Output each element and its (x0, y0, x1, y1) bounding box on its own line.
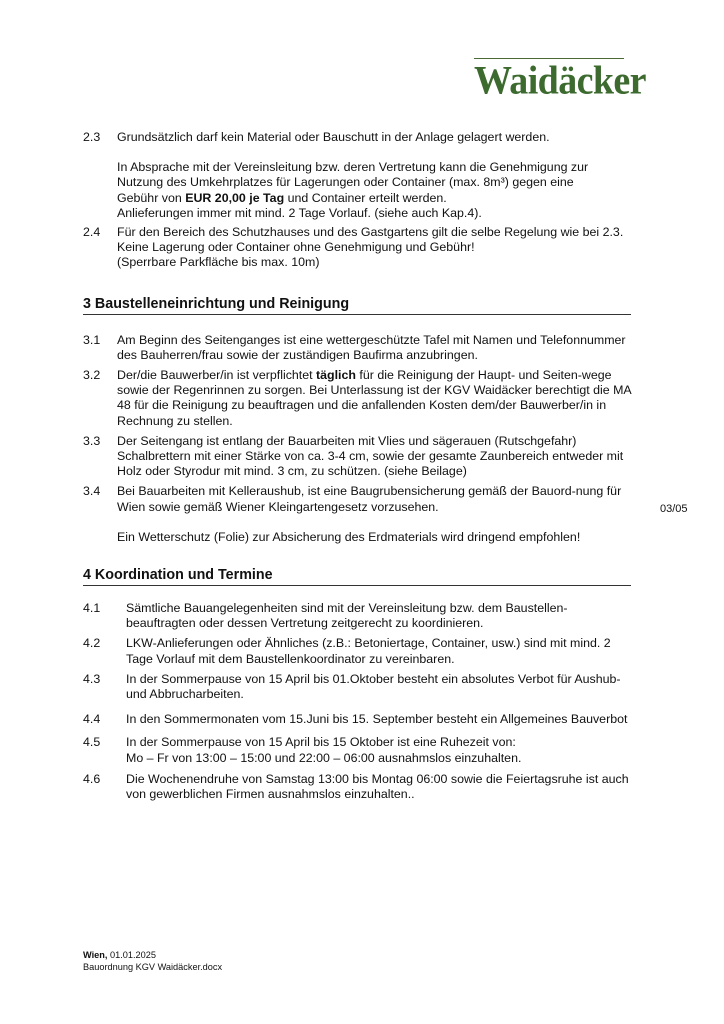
footer-place: Wien, (83, 950, 108, 960)
clause-number: 2.3 (83, 130, 101, 144)
clause-3-4 (83, 484, 631, 514)
clause-number: 2.4 (83, 225, 101, 240)
footer-filename: Bauordnung KGV Waidäcker.docx (83, 961, 223, 972)
clause-number: 3.1 (83, 332, 101, 347)
clause-text (126, 735, 631, 765)
clause-text-line: In der Sommerpause von 15 April bis 15 Oktober ist eine Ruhezeit von: (126, 735, 516, 750)
clause-3-3 (83, 434, 631, 480)
clause-number: 4.6 (83, 771, 101, 786)
clause-number: 4.1 (83, 601, 101, 616)
clause-text: Am Beginn des Seitenganges ist eine wettergeschützte Tafel mit Namen und Telefonnummer des Bauherren/frau sowie der zuständigen Baufirma anzubringen. (117, 332, 626, 362)
clause-text: LKW-Anlieferungen oder Ähnliches (z.B.: Betoniertage, Container, usw.) sind mit mind. 2 Tage Vorlauf mit dem Baustellenkoordinator zu vereinbaren. (126, 636, 611, 666)
clause-4-1 (83, 601, 631, 631)
clause-text: Sämtliche Bauangelegenheiten sind mit der Vereinsleitung bzw. dem Baustellen-beauftragten oder dessen Vertretung zeitgerecht zu koordinieren. (126, 601, 568, 631)
clause-text: In den Sommermonaten vom 15.Juni bis 15. September besteht ein Allgemeines Bauverbot (126, 712, 628, 727)
clause-text: und Container erteilt werden. (284, 190, 447, 205)
clause-number: 4.2 (83, 636, 101, 651)
clause-number: 4.4 (83, 712, 101, 727)
page-number: 03/05 (660, 503, 688, 515)
emphasis: täglich (316, 368, 356, 383)
clause-text-line: (Sperrbare Parkfläche bis max. 10m) (117, 255, 320, 270)
clause-text: In der Sommerpause von 15 April bis 01.Oktober besteht ein absolutes Verbot für Aushub- und Abbrucharbeiten. (126, 671, 621, 702)
footer-date: 01.01.2025 (107, 950, 156, 960)
clause-4-5 (83, 735, 631, 765)
clause-text: Der Seitengang ist entlang der Bauarbeiten mit Vlies und sägerauen (Rutschgefahr) Schalbrettern mit einer Stärke von ca. 3-4 cm, sowie der gesamte Zaunbereich entweder mit Holz oder Styrodur mit mind. 3 cm, zu schützen. (siehe Beilage) (117, 433, 624, 479)
clause-text: Anlieferungen immer mit mind. 2 Tage Vorlauf. (siehe auch Kap.4). (117, 205, 482, 220)
clause-text: Bei Bauarbeiten mit Kelleraushub, ist eine Baugrubensicherung gemäß der Bauord-nung für Wien sowie gemäß Wiener Kleingartengesetz vorzusehen. (117, 484, 622, 514)
clause-2-4 (83, 225, 631, 271)
clause-3-4-paragraph: Ein Wetterschutz (Folie) zur Absicherung des Erdmaterials wird dringend empfohlen! (117, 529, 581, 544)
fee-amount: EUR 20,00 je Tag (185, 190, 285, 205)
clause-number: 3.3 (83, 433, 101, 448)
clause-3-2 (83, 368, 631, 429)
clause-number: 3.2 (83, 368, 101, 383)
clause-text: In Absprache mit der Vereinsleitung bzw. deren Vertretung kann die Genehmigung zur Nutzung des Umkehrplatzes für Lagerungen oder Container (max. 8m³) gegen eine Gebühr von (117, 160, 589, 205)
document-body (83, 130, 631, 805)
clause-text-line: Für den Bereich des Schutzhauses und des Gastgartens gilt die selbe Regelung wie bei 2.3. Keine Lagerung oder Container ohne Genehmigung und Gebühr! (117, 225, 624, 255)
clause-text-part: für die Reinigung der Haupt- und Seiten-wege sowie der Regenrinnen zu sorgen. Bei Unterlassung ist der KGV Waidäcker berechtigt die MA 48 für die Reinigung zu beauftragen und die anfallenden Kosten dem/der Bauwerber/in in Rechnung zu stellen. (117, 368, 632, 428)
clause-number: 4.5 (83, 735, 101, 750)
logo (474, 58, 646, 104)
section-heading-4: 4 Koordination und Termine (83, 566, 631, 586)
clause-4-4 (83, 712, 631, 727)
clause-4-2 (83, 636, 631, 666)
clause-text (117, 368, 631, 429)
clause-text (117, 225, 631, 271)
clause-2-3-paragraph (117, 160, 613, 221)
logo-text: Waidäcker (474, 58, 646, 104)
clause-text: Grundsätzlich darf kein Material oder Bauschutt in der Anlage gelagert werden. (117, 130, 550, 144)
clause-4-3 (83, 672, 631, 702)
clause-text: Die Wochenendruhe von Samstag 13:00 bis Montag 06:00 sowie die Feiertagsruhe ist auch von gewerblichen Firmen ausnahmslos einzuhalten.. (126, 771, 629, 802)
section-heading-3: 3 Baustelleneinrichtung und Reinigung (83, 295, 631, 315)
clause-number: 3.4 (83, 484, 101, 499)
clause-text-line: Mo – Fr von 13:00 – 15:00 und 22:00 – 06:00 ausnahmslos einzuhalten. (126, 750, 522, 765)
footer (83, 950, 222, 973)
clause-4-6 (83, 772, 631, 802)
clause-3-1 (83, 333, 631, 363)
clause-number: 4.3 (83, 671, 101, 686)
clause-2-3 (83, 130, 631, 145)
clause-text-part: Der/die Bauwerber/in ist verpflichtet (117, 368, 317, 383)
